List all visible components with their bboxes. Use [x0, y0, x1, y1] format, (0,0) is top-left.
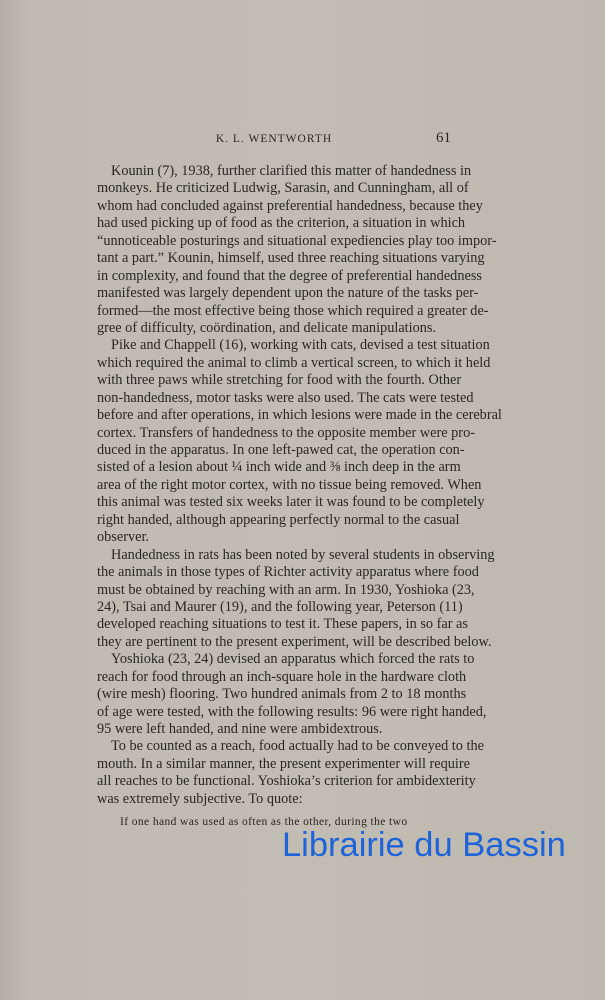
text-line: with three paws while stretching for food with the fourth. Other [97, 372, 462, 389]
text-line: which required the animal to climb a vertical screen, to which it held [97, 354, 491, 371]
text-line: gree of difficulty, coördination, and delicate manipulations. [97, 319, 437, 336]
block-quote: If one hand was used as often as the other, during the two [120, 816, 408, 828]
text-line: must be obtained by reaching with an arm. In 1930, Yoshioka (23, [97, 581, 475, 598]
page-header [97, 131, 451, 149]
text-line: cortex. Transfers of handedness to the opposite member were pro- [97, 424, 475, 441]
text-line: of age were tested, with the following results: 96 were right handed, [97, 703, 487, 720]
text-line: was extremely subjective. To quote: [97, 790, 303, 807]
text-line: formed—the most effective being those which required a greater de- [97, 302, 489, 319]
text-line: Handedness in rats has been noted by several students in observing [111, 546, 495, 563]
text-line: Yoshioka (23, 24) devised an apparatus which forced the rats to [111, 651, 475, 668]
text-line: Pike and Chappell (16), working with cats, devised a test situation [111, 337, 490, 354]
text-line: non-handedness, motor tasks were also used. The cats were tested [97, 389, 474, 406]
text-line: To be counted as a reach, food actually had to be conveyed to the [111, 738, 484, 755]
text-line: duced in the apparatus. In one left-pawed cat, the operation con- [97, 442, 465, 458]
text-line: 95 were left handed, and nine were ambidextrous. [97, 721, 383, 737]
text-line: Kounin (7), 1938, further clarified this matter of handedness in [111, 163, 472, 179]
text-line: whom had concluded against preferential handedness, because they [97, 197, 483, 214]
text-line: right handed, although appearing perfectly normal to the casual [97, 511, 460, 528]
page-number: 61 [436, 130, 451, 146]
text-line: 24), Tsai and Maurer (19), and the following year, Peterson (11) [97, 598, 463, 615]
watermark: Librairie du Bassin [282, 826, 566, 864]
text-line: sisted of a lesion about ¼ inch wide and ⅜ inch deep in the arm [97, 459, 461, 476]
text-line: the animals in those types of Richter activity apparatus where food [97, 564, 479, 581]
text-line: reach for food through an inch-square hole in the hardware cloth [97, 668, 467, 685]
text-line: mouth. In a similar manner, the present experimenter will require [97, 755, 471, 772]
text-line: tant a part.” Kounin, himself, used three reaching situations varying [97, 250, 485, 267]
text-line: manifested was largely dependent upon the nature of the tasks per- [97, 285, 479, 302]
text-line: (wire mesh) flooring. Two hundred animals from 2 to 18 months [97, 686, 467, 703]
text-line: in complexity, and found that the degree of preferential handedness [97, 267, 482, 284]
text-line: monkeys. He criticized Ludwig, Sarasin, and Cunningham, all of [97, 180, 469, 197]
text-line: before and after operations, in which lesions were made in the cerebral [97, 407, 502, 424]
text-line: observer. [97, 529, 150, 546]
text-line: “unnoticeable posturings and situational expediencies play too impor- [97, 232, 497, 249]
running-head: K. L. WENTWORTH [215, 133, 333, 145]
text-line: area of the right motor cortex, with no tissue being removed. When [97, 476, 482, 493]
text-line: developed reaching situations to test it. These papers, in so far as [97, 616, 468, 633]
text-line: this animal was tested six weeks later it was found to be completely [97, 494, 485, 511]
body-text [97, 163, 502, 808]
text-line: had used picking up of food as the criterion, a situation in which [97, 215, 466, 232]
text-line: all reaches to be functional. Yoshioka’s criterion for ambidexterity [97, 773, 476, 790]
text-line: they are pertinent to the present experiment, will be described below. [97, 633, 492, 650]
